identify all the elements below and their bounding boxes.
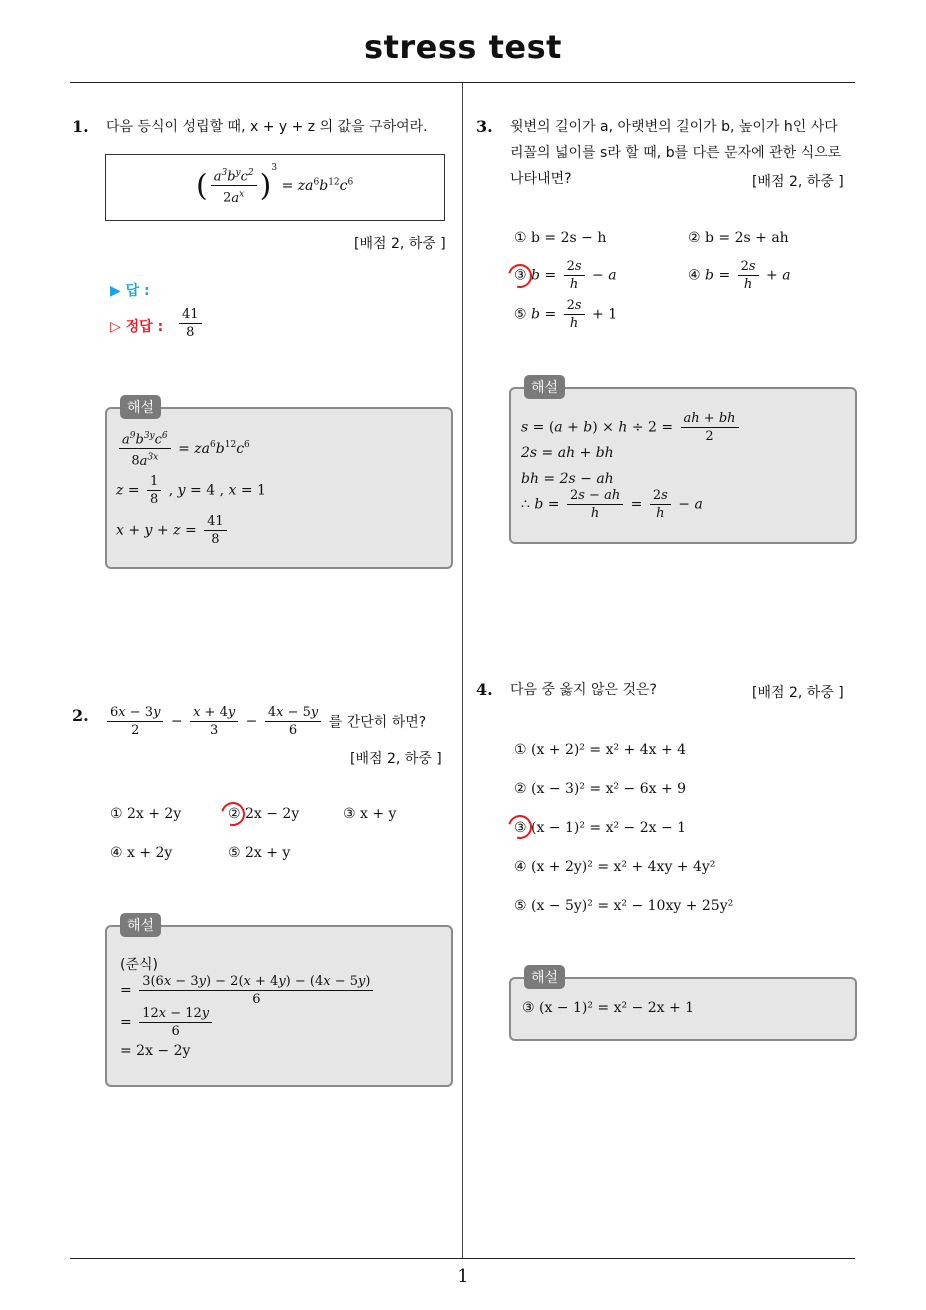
solution-tag: 해설 xyxy=(524,375,565,399)
option-5[interactable]: ⑤ (x − 5y)² = x² − 10xy + 25y² xyxy=(514,898,734,914)
question-text: 다음 등식이 성립할 때, x + y + z 의 값을 구하여라. xyxy=(106,119,428,135)
option-5[interactable]: ⑤ b = $\frac{2s}{h}$ + 1 xyxy=(514,298,618,331)
answer-mark-icon xyxy=(504,811,537,844)
question-number: 2. xyxy=(72,706,89,725)
option-3[interactable]: ③ x + y xyxy=(343,806,397,822)
option-3[interactable]: ③ (x − 1)² = x² − 2x − 1 xyxy=(514,820,687,836)
question-expression: $\frac{6x - 3y}{2}$ − $\frac{x + 4y}{3}$ − $\frac{4x - 5y}{6}$ 를 간단히 하면? xyxy=(104,704,426,739)
question-number: 1. xyxy=(72,117,89,136)
equation: ( $\frac{a^3b^yc^2}{2a^x}$ )$^3 = za^6b^{12}c^6$ xyxy=(196,163,354,206)
option-2[interactable]: ② b = 2s + ah xyxy=(688,230,789,246)
footer-divider xyxy=(70,1258,855,1259)
question-text-line: 나타내면? xyxy=(510,171,572,187)
question-meta: [배점 2, 하중 ] xyxy=(354,236,446,252)
question-number: 4. xyxy=(476,680,493,699)
correct-answer-value: $\frac{41}{8}$ xyxy=(176,306,205,341)
solution-line: ③ (x − 1)² = x² − 2x + 1 xyxy=(522,1000,695,1016)
question-meta: [배점 2, 하중 ] xyxy=(752,174,844,190)
solution-tag: 해설 xyxy=(120,913,161,937)
solution-line: ∴ b = $\frac{2s - ah}{h}$ = $\frac{2s}{h}$ − a xyxy=(521,488,703,521)
solution-line: 2s = ah + bh xyxy=(521,445,614,461)
solution-line: = 2x − 2y xyxy=(120,1043,191,1059)
option-4[interactable]: ④ x + 2y xyxy=(110,845,173,861)
solution-tag: 해설 xyxy=(120,395,161,419)
question-meta: [배점 2, 하중 ] xyxy=(752,685,844,701)
question-meta: [배점 2, 하중 ] xyxy=(350,751,442,767)
column-divider xyxy=(462,83,463,1259)
solution-tag: 해설 xyxy=(524,965,565,989)
solution-line: = $\frac{12x - 12y}{6}$ xyxy=(120,1005,215,1040)
question-text-line: 윗변의 길이가 a, 아랫변의 길이가 b, 높이가 h인 사다 xyxy=(510,119,838,135)
option-2[interactable]: ② 2x − 2y xyxy=(228,806,300,822)
answer-mark-icon xyxy=(217,798,250,831)
option-1[interactable]: ① 2x + 2y xyxy=(110,806,182,822)
option-1[interactable]: ① (x + 2)² = x² + 4x + 4 xyxy=(514,742,687,758)
option-4[interactable]: ④ (x + 2y)² = x² + 4xy + 4y² xyxy=(514,859,716,875)
page-number: 1 xyxy=(457,1266,469,1287)
question-text: 다음 중 옳지 않은 것은? xyxy=(510,682,657,698)
option-1[interactable]: ① b = 2s − h xyxy=(514,230,607,246)
solution-line: (준식) xyxy=(120,957,158,973)
solution-line: s = (a + b) × h ÷ 2 = $\frac{ah + bh}{2}$ xyxy=(521,410,742,445)
question-text-line: 리꼴의 넓이를 s라 할 때, b를 다른 문자에 관한 식으로 xyxy=(510,145,842,161)
solution-line: bh = 2s − ah xyxy=(521,471,614,487)
equation-box xyxy=(105,154,445,221)
option-2[interactable]: ② (x − 3)² = x² − 6x + 9 xyxy=(514,781,687,797)
option-3[interactable]: ③ b = $\frac{2s}{h}$ − a xyxy=(514,259,617,292)
option-4[interactable]: ④ b = $\frac{2s}{h}$ + a xyxy=(688,259,791,292)
option-5[interactable]: ⑤ 2x + y xyxy=(228,845,291,861)
solution-line: z = $\frac{1}{8}$ , y = 4 , x = 1 xyxy=(116,474,266,507)
solution-line: x + y + z = $\frac{41}{8}$ xyxy=(116,513,230,548)
question-number: 3. xyxy=(476,117,493,136)
page-title: stress test xyxy=(364,28,562,66)
solution-line: = $\frac{3(6x - 3y) - 2(x + 4y) - (4x - 5y)}{6}$ xyxy=(120,973,376,1008)
correct-answer-label: ▷ 정답 : xyxy=(110,319,164,335)
solution-line: $\frac{a^9b^{3y}c^6}{8a^{3x}}$ = $za^6b^{12}c^6$ xyxy=(116,428,250,470)
answer-label: ▶ 답 : xyxy=(110,283,150,299)
